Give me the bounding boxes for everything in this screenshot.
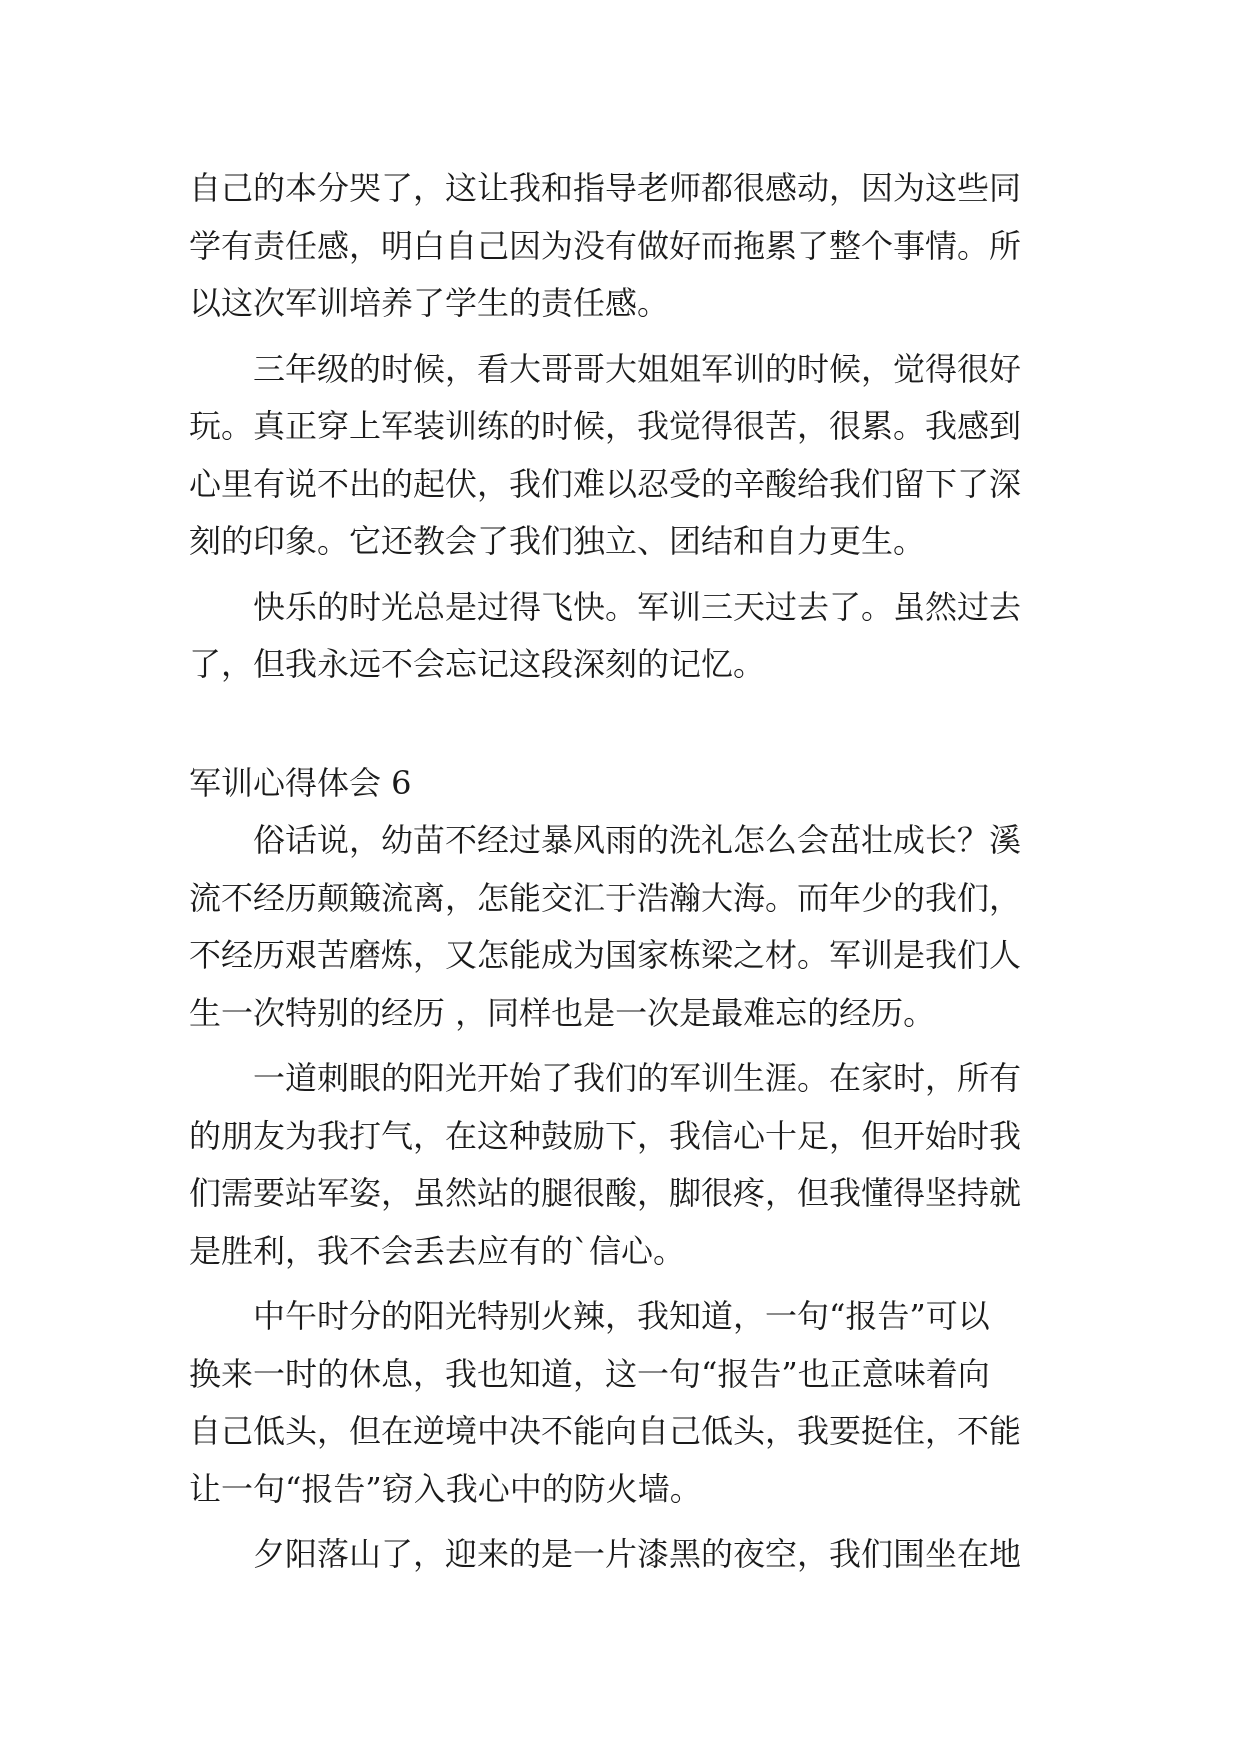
text-line: 学有责任感，明白自己因为没有做好而拖累了整个事情。所 bbox=[189, 226, 1022, 265]
text-line: 一道刺眼的阳光开始了我们的军训生涯。在家时，所有 bbox=[253, 1059, 1022, 1097]
text-line: 快乐的时光总是过得飞快。军训三天过去了。虽然过去 bbox=[253, 587, 1022, 626]
text-line: 的朋友为我打气，在这种鼓励下，我信心十足，但开始时我 bbox=[189, 1116, 1022, 1155]
text-line: 自己低头，但在逆境中决不能向自己低头，我要挺住，不能 bbox=[189, 1412, 1022, 1450]
text-line: 夕阳落山了，迎来的是一片漆黑的夜空，我们围坐在地 bbox=[253, 1535, 1022, 1573]
text-line: 自己的本分哭了，这让我和指导老师都很感动，因为这些同 bbox=[189, 169, 1022, 207]
paragraph bbox=[189, 1526, 1059, 1584]
section-title: 军训心得体会 6 bbox=[189, 763, 412, 802]
text-line: 以这次军训培养了学生的责任感。 bbox=[189, 284, 670, 322]
paragraph bbox=[189, 1288, 1059, 1518]
text-line: 换来一时的休息，我也知道，这一句“报告”也正意味着向 bbox=[189, 1354, 990, 1393]
text-line: 玩。真正穿上军装训练的时候，我觉得很苦，很累。我感到 bbox=[189, 407, 1022, 445]
text-line: 三年级的时候，看大哥哥大姐姐军训的时候，觉得很好 bbox=[253, 349, 1022, 388]
paragraph bbox=[189, 341, 1059, 571]
text-line: 心里有说不出的起伏，我们难以忍受的辛酸给我们留下了深 bbox=[189, 464, 1022, 503]
text-line: 中午时分的阳光特别火辣，我知道，一句“报告”可以 bbox=[253, 1297, 990, 1335]
paragraph bbox=[189, 812, 1059, 1042]
text-line: 刻的印象。它还教会了我们独立、团结和自力更生。 bbox=[189, 522, 926, 560]
paragraph bbox=[189, 1050, 1059, 1280]
text-line: 生一次特别的经历 ，同样也是一次是最难忘的经历。 bbox=[189, 993, 936, 1032]
text-line: 们需要站军姿，虽然站的腿很酸，脚很疼，但我懂得坚持就 bbox=[189, 1174, 1022, 1212]
text-line: 流不经历颠簸流离，怎能交汇于浩瀚大海。而年少的我们， bbox=[189, 878, 1022, 917]
document-body bbox=[189, 160, 1059, 1584]
paragraph bbox=[189, 160, 1059, 333]
text-line: 让一句“报告”窃入我心中的防火墙。 bbox=[189, 1469, 702, 1508]
text-line: 了，但我永远不会忘记这段深刻的记忆。 bbox=[189, 645, 766, 683]
text-line: 不经历艰苦磨炼，又怎能成为国家栋梁之材。军训是我们人 bbox=[189, 936, 1022, 974]
text-line: 俗话说，幼苗不经过暴风雨的洗礼怎么会茁壮成长？溪 bbox=[253, 821, 1022, 859]
text-line: 是胜利，我不会丢去应有的`信心。 bbox=[189, 1231, 686, 1270]
paragraph bbox=[189, 579, 1059, 694]
